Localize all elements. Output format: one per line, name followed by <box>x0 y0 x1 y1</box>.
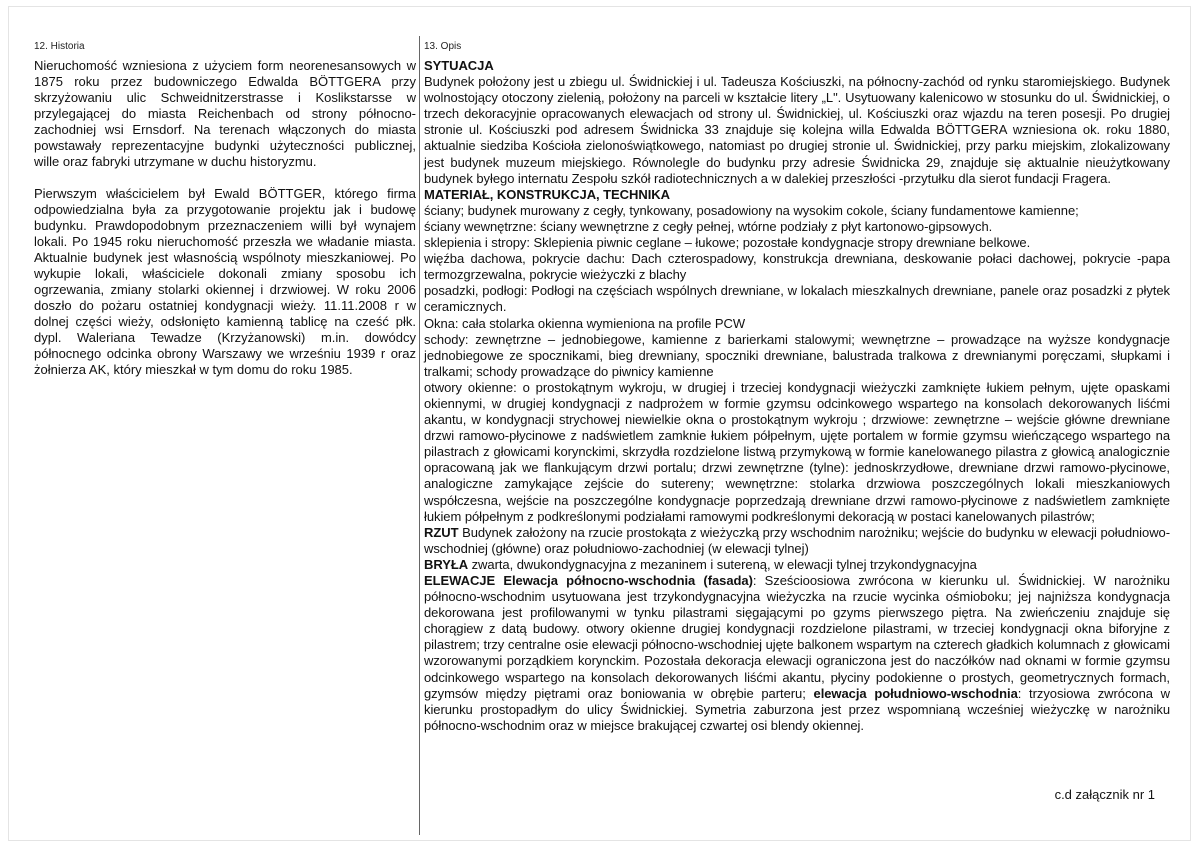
text-bryla: zwarta, dwukondygnacyjna z mezaninem i sutereną, w elewacji tylnej trzykondygnacyjna <box>468 556 977 572</box>
heading-material: MATERIAŁ, KONSTRUKCJA, TECHNIKA <box>424 186 670 202</box>
material-line: posadzki, podłogi: Podłogi na częściach wspólnych drewniane, w lokalach mieszkalnych drewniane, panele oraz posadzki z płytek ceramicznych. <box>424 283 1170 315</box>
section-header-opis: 13. Opis <box>424 41 462 52</box>
material-line: sklepienia i stropy: Sklepienia piwnic ceglane – łukowe; pozostałe kondygnacje stropy drewniane belkowe. <box>424 235 1031 251</box>
section-header-historia: 12. Historia <box>34 41 85 52</box>
material-line: schody: zewnętrzne – jednobiegowe, kamienne z barierkami stalowymi; wewnętrzne – prowadzące na wyższe kondygnacje jednobiegowe ze spocznikami, bieg drewniany, spoczniki drewniane, balustrada tralkowa z drewnianymi poręczami, słupkami i tralkami; schody prowadzące do piwnicy kamienne <box>424 331 1170 379</box>
column-divider <box>419 36 420 835</box>
history-paragraph-1: Nieruchomość wzniesiona z użyciem form neorenesansowych w 1875 roku przez budowniczego Edwalda BÖTTGERA przy skrzyżowaniu ulic Schweidnitzerstrasse i Koslikstarsse w przylegającej do miasta Reichenbach od strony północno-zachodniej wsi Ernsdorf. Na terenach włączonych do miasta powstawały reprezentacyjne budynki użyteczności publicznej, wille oraz fabryki utrzymane w duchu historyzmu. <box>34 58 416 169</box>
paragraph-sytuacja: Budynek położony jest u zbiegu ul. Świdnickiej i ul. Tadeusza Kościuszki, na północny-zachód od rynku staromiejskiego. Budynek wolnostojący otoczony zielenią, położony na parceli w kształcie litery „L". Usytuowany kalenicowo w stosunku do ul. Świdnickiej, o trzech dekoracyjnie opracowanych elewacjach od strony ul. Świdnickiej, ul. Kościuszki oraz wjazdu na teren posesji. Po drugiej stronie ul. Kościuszki pod adresem Świdnicka 33 znajduje się kolejna willa Edwalda BÖTTGERA wzniesiona ok. roku 1880, aktualnie siedziba Kościoła zielonoświątkowego, natomiast po drugiej stronie ul. Świdnickiej, przy parku miejskim, zlokalizowany jest budynek muzeum miejskiego. Równolegle do budynku przy adresie Świdnicka 29, znajduje się aktualnie nieużytkowany budynek byłego internatu Zespołu szkół radiotechnicznych a w dalekiej przeszłości -przytułku dla sierot fundacji Fragera. <box>424 74 1170 186</box>
text-elewacje: : Sześcioosiowa zwrócona w kierunku ul. Świdnickiej. W narożniku północno-wschodnim usytuowana jest trzykondygnacyjna wieżyczka na rzucie wycinka ośmioboku; jej najniższa kondygnacja dekorowana jest profilowanymi w tynku pilastrami sięgającymi po gzyms pierwszego piętra. Na zwieńczeniu znajduje się chorągiew z datą budowy. otwory okienne drugiej kondygnacji rozdzielone pilastrami, w trzeciej kondygnacji okna biforyjne z pilastrem; trzy centralne osie elewacji północno-wschodniej ujęte balkonem wspartym na czterech gładkich kolumnach z głowicami wzorowanymi porządkiem korynckim. Pozostała dekoracja elewacji ograniczona jest do naczółków nad oknami w formie gzymsu odcinkowego wspartego na konsolach dekorowanych liśćmi akantu, płyciny podokienne o prostych, geometrycznych formach, gzymsów między piętrami oraz boniowania w obrębie parteru; <box>424 573 1170 701</box>
paragraph-gap <box>34 170 416 186</box>
label-bryla: BRYŁA <box>424 556 469 572</box>
label-elewacje: ELEWACJE Elewacja północno-wschodnia (fasada) <box>424 573 753 588</box>
text-elewacja-pld: : trzyosiowa zwrócona w kierunku prostopadłym do ulicy Świdnickiej. Symetria zaburzona jest przez wspomnianą wcześniej wieżyczkę w narożniku północno-wschodnim oraz w miejsce brakującej czwartej osi blendy okiennej. <box>424 685 1170 733</box>
paragraph-rzut <box>424 525 1170 557</box>
history-paragraph-2: Pierwszym właścicielem był Ewald BÖTTGER, którego firma odpowiedzialna była za przygotowanie projektu jak i budowę budynku. Prawdopodobnym przeznaczeniem willi był wynajem lokali. Po 1945 roku nieruchomość przeszła we władanie miasta. Aktualnie budynek jest własnością wspólnoty mieszkaniowej. Po wykupie lokali, właściciele dokonali zmiany sposobu ich ogrzewania, zmiany stolarki okiennej i drzwiowej. W roku 2006 doszło do pożaru ostatniej kondygnacji wieży. 11.11.2008 r w dolnej części wieży, odsłonięto kamienną tablicę na cześć płk. dypl. Waleriana Tewadze (Krzyżanowski) m.in. dowódcy północnego odcinka obrony Warszawy we wrześniu 1939 r oraz żołnierza AK, który mieszkał w tym domu do roku 1985. <box>34 186 416 377</box>
text-rzut: Budynek założony na rzucie prostokąta z wieżyczką przy wschodnim narożniku; wejście do budynku w elewacji południowo-wschodniej (główne) oraz południowo-zachodniej (w elewacji tylnej) <box>424 524 1170 556</box>
label-elewacja-pld: elewacja południowo-wschodnia <box>813 685 1018 701</box>
label-rzut: RZUT <box>424 524 459 540</box>
paragraph-bryla <box>424 557 1170 573</box>
heading-sytuacja: SYTUACJA <box>424 58 494 73</box>
history-column <box>34 40 416 378</box>
paragraph-elewacje <box>424 573 1170 734</box>
material-line: ściany; budynek murowany z cegły, tynkowany, posadowiony na wysokim cokole, ściany fundamentowe kamienne; <box>424 202 1079 218</box>
material-line: otwory okienne: o prostokątnym wykroju, w drugiej i trzeciej kondygnacji wieżyczki zamknięte łukiem pełnym, ujęte opaskami okiennymi, w drugiej kondygnacji z nadprożem w formie gzymsu odcinkowego wspartego na konsolach dekorowanych liśćmi akantu, w kondygnacji strychowej niewielkie okna o prostokątnym wykroju ; drzwiowe: zewnętrzne – wejście główne drewniane drzwi ramowo-płycinowe z nadświetlem zamknie łukiem półpełnym, ujęte portalem w formie gzymsu wieńczącego wspartego na pilastrach z głowicami korynckimi, skrzydła rozdzielone listwą przymykową w formie kanelowanego pilastra z głowicą analogicznie opracowaną jak we flankującym drzwi portalu; drzwi zewnętrzne (tylne): jednoskrzydłowe, drewniane drzwi ramowo-płycinowe, analogiczne zamykające zejście do sutereny; wewnętrzne: stolarka drzwiowa poszczególnych lokali mieszkaniowych współczesna, wejście na poszczególne kondygnacje poprzedzają drewniane drzwi ramowo-płycinowe z nadświetlem zamknięte łukiem półpełnym z podkreślonymi podziałami ramowymi podkreślonymi dekoracją w postaci kanelowanych pilastrów; <box>424 379 1170 524</box>
material-line: Okna: cała stolarka okienna wymieniona na profile PCW <box>424 315 746 331</box>
material-line: ściany wewnętrzne: ściany wewnętrzne z cegły pełnej, wtórne podziały z płyt kartonowo-gipsowych. <box>424 218 993 234</box>
material-line: więźba dachowa, pokrycie dachu: Dach czterospadowy, konstrukcja drewniana, deskowanie połaci dachowej, pokrycie -papa termozgrzewalna, pokrycie wieżyczki z blachy <box>424 251 1170 283</box>
continuation-note: c.d załącznik nr 1 <box>1054 787 1155 802</box>
description-column <box>424 40 1170 734</box>
